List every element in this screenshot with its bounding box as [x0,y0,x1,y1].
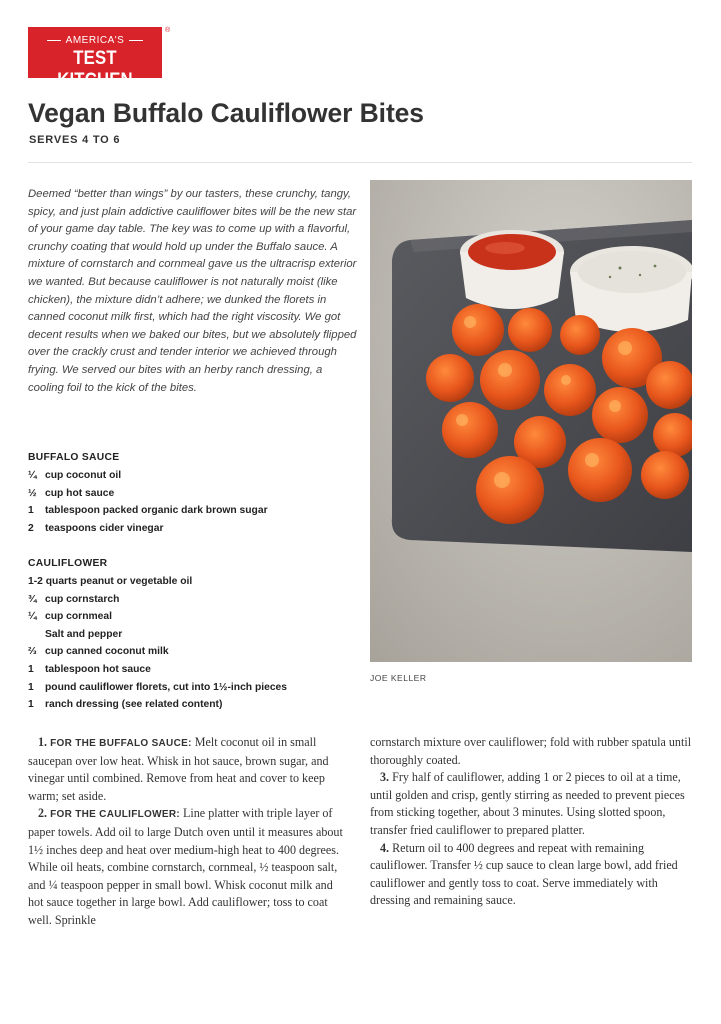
recipe-intro: Deemed “better than wings” by our tasters, these crunchy, tangy, spicy, and just plain addictive cauliflower bites will be the new star of your game day table. The key was to come up with a flavorful, crunchy coating that would hold up under the Buffalo sauce. A mixture of cornstarch and cornmeal gave us the ultracrisp exterior we wanted. But because cauliflower is not naturally moist (like chicken), the mixture didn’t adhere; we dunked the florets in canned coconut milk first, which had the right viscosity. We got decent results when we baked our bites, but we absolutely flipped over the crackly crust and tender interior we achieved through frying. We served our bites with an herby ranch dressing, a cooling foil to the kick of the bites. [28,188,357,394]
ingredient-qty: ¼ [28,470,37,481]
ingredient-item [28,611,358,629]
ingredient-qty: 2 [28,522,34,534]
step-label: FOR THE BUFFALO SAUCE: [50,738,192,749]
ingredients-sauce [28,452,358,540]
ingredient-item [28,594,358,612]
cauliflower-bites-image [370,180,692,662]
steps-column-right [370,734,692,910]
ingredient-item [28,664,358,682]
ingredient-text: cup cornstarch [45,593,120,605]
step-1 [28,734,350,805]
logo-line2: TEST KITCHEN [57,48,133,91]
ingredient-qty: 1 [28,681,34,693]
recipe-title: Vegan Buffalo Cauliflower Bites [28,98,424,128]
steps-column-left [28,734,350,930]
ingredient-qty: 1 [28,663,34,675]
ingredient-text: tablespoon hot sauce [45,663,151,675]
step-label: FOR THE CAULIFLOWER: [50,809,180,821]
step-number: 1. [38,735,48,749]
ingredients-heading: BUFFALO SAUCE [28,452,120,463]
ingredient-text: tablespoon packed organic dark brown sugar [45,505,268,517]
step-3 [370,769,692,839]
serves-label: SERVES 4 TO 6 [29,134,121,146]
ingredient-text: cup canned coconut milk [45,646,169,658]
step-number: 3. [380,770,390,785]
ingredient-qty: 1 [28,505,34,517]
ingredients-heading: CAULIFLOWER [28,558,108,569]
logo-line1: AMERICA'S [28,35,162,46]
ingredient-item [28,488,358,506]
step-text: Fry half of cauliflower, adding 1 or 2 pieces to oil at a time, until golden and crisp, gently stirring as needed to prevent pieces from sticking together, about 3 minutes. Using slotted spoon, transfer fried cauliflower to prepared platter. [370,770,685,837]
step-4 [370,840,692,910]
step-2 [28,805,350,929]
ingredient-text: ranch dressing (see related content) [45,699,223,711]
ingredient-item [28,523,358,541]
recipe-photo [370,180,692,662]
registered-mark: ® [165,27,171,34]
ingredient-item [28,629,358,647]
ingredient-qty: ¾ [28,593,37,605]
ingredient-text: 1-2 quarts peanut or vegetable oil [28,576,193,587]
ingredient-text: cup hot sauce [45,487,115,499]
ingredient-text: Salt and pepper [45,628,123,640]
step-number: 4. [380,840,390,855]
header-divider [28,162,692,163]
ingredient-qty: 1 [28,699,34,711]
ingredient-text: cup cornmeal [45,611,112,623]
step-text: Return oil to 400 degrees and repeat with remaining cauliflower. Transfer ½ cup sauce to clean large bowl, add fried cauliflower and gently toss to coat. Serve immediately with dressing and remaining sauce. [370,840,678,908]
step-text: Melt coconut oil in small saucepan over low heat. Whisk in hot sauce, brown sugar, and vinegar until combined. Remove from heat and cover to keep warm; set aside. [28,735,329,803]
step-text: Line platter with triple layer of paper towels. Add oil to large Dutch oven until it measures about 1½ inches deep and heat over medium-high heat to 400 degrees. While oil heats, combine cornstarch, cornmeal, ½ teaspoon salt, and ¼ teaspoon pepper in small bowl. Whisk coconut milk and hot sauce together in large bowl. Add cauliflower; toss to coat well. Sprinkle [28,806,343,927]
ingredient-qty: ½ [28,487,37,499]
ingredient-item [28,470,358,488]
step-number: 2. [38,806,48,821]
ingredient-text: pound cauliflower florets, cut into 1½-inch pieces [45,681,288,693]
ingredient-text: teaspoons cider vinegar [45,522,164,534]
atk-logo[interactable] [28,27,162,91]
ingredient-item [28,646,358,664]
ingredient-item [28,576,358,594]
step-2-continued: cornstarch mixture over cauliflower; fold with rubber spatula until thoroughly coated. [370,735,692,767]
ingredient-item [28,505,358,523]
photo-credit: JOE KELLER [370,673,427,683]
ingredient-item [28,699,358,717]
ingredient-qty: ¼ [28,611,37,623]
ingredient-text: cup coconut oil [45,470,122,481]
ingredient-item [28,682,358,700]
ingredients-cauliflower [28,558,358,717]
ingredient-qty: ⅔ [28,646,37,658]
